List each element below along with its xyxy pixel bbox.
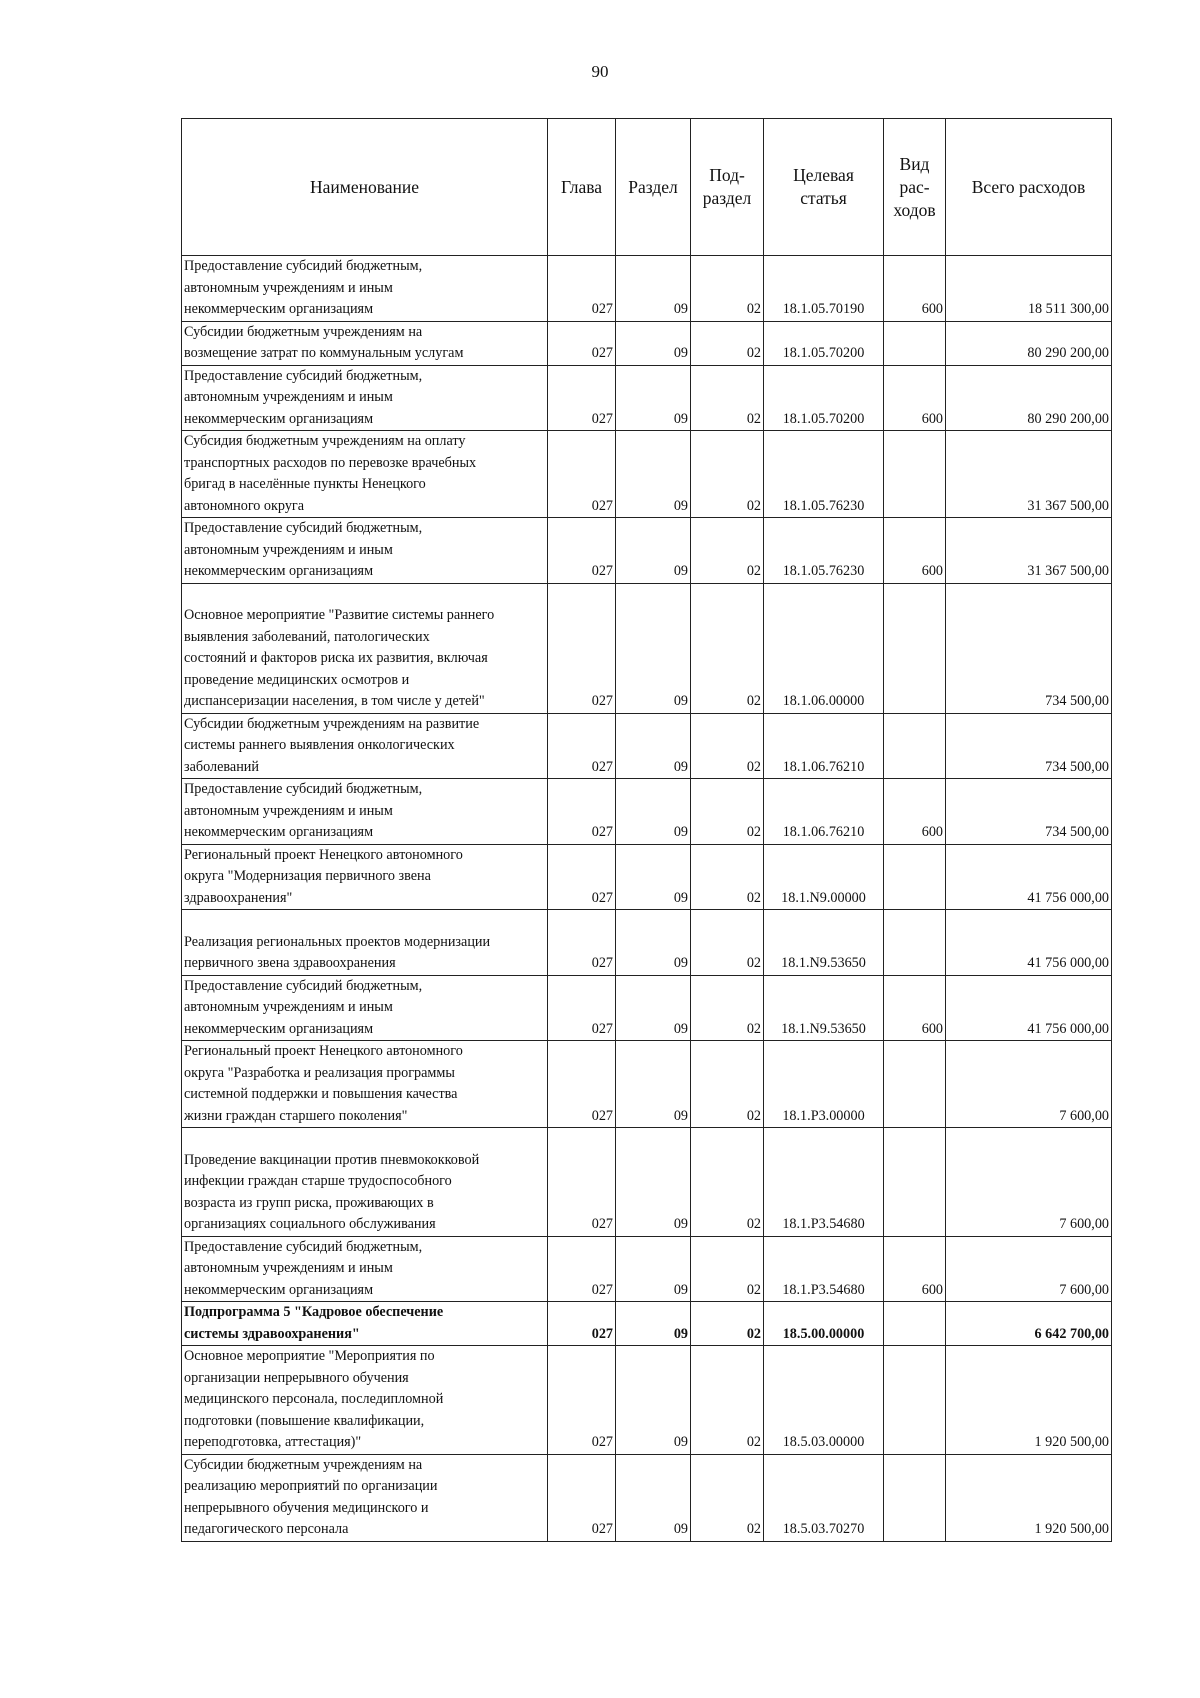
cell-name-line bbox=[184, 910, 545, 932]
cell-vid-rashodov bbox=[884, 431, 946, 518]
cell-name-line: Предоставление субсидий бюджетным, bbox=[184, 520, 423, 536]
table-row bbox=[182, 1041, 1112, 1128]
cell-glava: 027 bbox=[548, 713, 616, 779]
cell-total: 1 920 500,00 bbox=[946, 1454, 1112, 1541]
cell-name-line: возмещение затрат по коммунальным услугам bbox=[184, 345, 464, 361]
cell-vid-rashodov bbox=[884, 713, 946, 779]
table-row bbox=[182, 975, 1112, 1041]
cell-glava: 027 bbox=[548, 518, 616, 584]
table-row bbox=[182, 713, 1112, 779]
header-celevaya-statya: Целевая статья bbox=[764, 119, 884, 256]
cell-total: 18 511 300,00 bbox=[946, 256, 1112, 322]
cell-podrazdel: 02 bbox=[691, 321, 764, 365]
cell-name-line: Субсидии бюджетным учреждениям на bbox=[184, 323, 423, 340]
expenditure-table bbox=[181, 118, 1112, 1542]
cell-glava: 027 bbox=[548, 1236, 616, 1302]
cell-name-line: автономного округа bbox=[184, 497, 305, 514]
cell-name bbox=[182, 321, 548, 365]
cell-name-line: выявления заболеваний, патологических bbox=[184, 628, 430, 645]
cell-vid-rashodov bbox=[884, 1454, 946, 1541]
cell-name-line: системы здравоохранения" bbox=[184, 1325, 360, 1342]
cell-name-line: системной поддержки и повышения качества bbox=[184, 1086, 458, 1102]
cell-vid-rashodov bbox=[884, 321, 946, 365]
cell-glava: 027 bbox=[548, 844, 616, 910]
table-row bbox=[182, 1454, 1112, 1541]
cell-total: 7 600,00 bbox=[946, 1236, 1112, 1302]
cell-vid-rashodov bbox=[884, 583, 946, 713]
cell-podrazdel: 02 bbox=[691, 910, 764, 976]
cell-name-line: Предоставление субсидий бюджетным, bbox=[184, 367, 423, 384]
header-podrazdel: Под- раздел bbox=[691, 119, 764, 256]
cell-vid-rashodov bbox=[884, 1128, 946, 1237]
cell-razdel: 09 bbox=[616, 1454, 691, 1541]
cell-podrazdel: 02 bbox=[691, 1128, 764, 1237]
table-header-row bbox=[182, 119, 1112, 256]
table-row bbox=[182, 910, 1112, 976]
cell-celevaya-statya: 18.1.P3.54680 bbox=[764, 1236, 884, 1302]
cell-name-line: Реализация региональных проектов модернизации bbox=[184, 933, 491, 950]
cell-name bbox=[182, 1346, 548, 1455]
cell-name bbox=[182, 1302, 548, 1346]
cell-total: 41 756 000,00 bbox=[946, 975, 1112, 1041]
cell-total: 41 756 000,00 bbox=[946, 844, 1112, 910]
cell-name-line: бригад в населённые пункты Ненецкого bbox=[184, 476, 426, 492]
cell-razdel: 09 bbox=[616, 1346, 691, 1455]
cell-celevaya-statya: 18.1.N9.00000 bbox=[764, 844, 884, 910]
cell-glava: 027 bbox=[548, 1302, 616, 1346]
cell-name bbox=[182, 1128, 548, 1237]
cell-name-line: первичного звена здравоохранения bbox=[184, 955, 396, 971]
cell-vid-rashodov: 600 bbox=[884, 518, 946, 584]
cell-name-line: Основное мероприятие "Развитие системы раннего bbox=[184, 607, 495, 623]
cell-razdel: 09 bbox=[616, 256, 691, 322]
cell-name-line: автономным учреждениям и иным bbox=[184, 389, 393, 405]
cell-name bbox=[182, 1236, 548, 1302]
cell-vid-rashodov: 600 bbox=[884, 1236, 946, 1302]
cell-name-line: транспортных расходов по перевозке врачебных bbox=[184, 454, 477, 471]
cell-razdel: 09 bbox=[616, 844, 691, 910]
cell-razdel: 09 bbox=[616, 321, 691, 365]
cell-total: 1 920 500,00 bbox=[946, 1346, 1112, 1455]
cell-celevaya-statya: 18.1.P3.00000 bbox=[764, 1041, 884, 1128]
cell-name-line: автономным учреждениям и иным bbox=[184, 541, 393, 558]
cell-name-line: диспансеризации населения, в том числе у детей" bbox=[184, 693, 485, 709]
cell-name bbox=[182, 1041, 548, 1128]
cell-name-line: организациях социального обслуживания bbox=[184, 1216, 436, 1232]
cell-total: 31 367 500,00 bbox=[946, 518, 1112, 584]
table-row bbox=[182, 1236, 1112, 1302]
cell-vid-rashodov bbox=[884, 1041, 946, 1128]
cell-name-line: проведение медицинских осмотров и bbox=[184, 671, 410, 688]
cell-glava: 027 bbox=[548, 975, 616, 1041]
cell-name-line: системы раннего выявления онкологических bbox=[184, 737, 455, 753]
cell-name bbox=[182, 975, 548, 1041]
table-body bbox=[182, 256, 1112, 1542]
cell-glava: 027 bbox=[548, 910, 616, 976]
cell-name-line: жизни граждан старшего поколения" bbox=[184, 1107, 408, 1124]
cell-name-line: медицинского персонала, последипломной bbox=[184, 1391, 444, 1407]
cell-razdel: 09 bbox=[616, 1236, 691, 1302]
cell-podrazdel: 02 bbox=[691, 975, 764, 1041]
cell-name-line: автономным учреждениям и иным bbox=[184, 999, 393, 1015]
cell-name-line: автономным учреждениям и иным bbox=[184, 802, 393, 819]
cell-glava: 027 bbox=[548, 583, 616, 713]
cell-name bbox=[182, 583, 548, 713]
cell-vid-rashodov: 600 bbox=[884, 779, 946, 845]
cell-total: 734 500,00 bbox=[946, 713, 1112, 779]
cell-name-line: подготовки (повышение квалификации, bbox=[184, 1412, 425, 1429]
cell-name-line: некоммерческим организациям bbox=[184, 1020, 374, 1037]
header-vid-rashodov: Вид рас- ходов bbox=[884, 119, 946, 256]
cell-celevaya-statya: 18.5.00.00000 bbox=[764, 1302, 884, 1346]
cell-name bbox=[182, 365, 548, 431]
cell-celevaya-statya: 18.1.N9.53650 bbox=[764, 975, 884, 1041]
table-row bbox=[182, 518, 1112, 584]
cell-total: 734 500,00 bbox=[946, 583, 1112, 713]
cell-name bbox=[182, 1454, 548, 1541]
cell-name-line: возраста из групп риска, проживающих в bbox=[184, 1194, 434, 1211]
cell-glava: 027 bbox=[548, 1346, 616, 1455]
cell-razdel: 09 bbox=[616, 1128, 691, 1237]
table-row bbox=[182, 431, 1112, 518]
cell-vid-rashodov bbox=[884, 1346, 946, 1455]
cell-name-line bbox=[184, 584, 545, 606]
cell-name-line: округа "Разработка и реализация программы bbox=[184, 1064, 455, 1081]
cell-podrazdel: 02 bbox=[691, 431, 764, 518]
cell-celevaya-statya: 18.1.N9.53650 bbox=[764, 910, 884, 976]
cell-glava: 027 bbox=[548, 1454, 616, 1541]
cell-name-line: Региональный проект Ненецкого автономного bbox=[184, 1043, 463, 1059]
cell-podrazdel: 02 bbox=[691, 713, 764, 779]
cell-celevaya-statya: 18.1.P3.54680 bbox=[764, 1128, 884, 1237]
cell-total: 7 600,00 bbox=[946, 1041, 1112, 1128]
cell-name bbox=[182, 844, 548, 910]
cell-glava: 027 bbox=[548, 431, 616, 518]
table-row bbox=[182, 256, 1112, 322]
cell-name bbox=[182, 518, 548, 584]
cell-razdel: 09 bbox=[616, 1302, 691, 1346]
cell-name bbox=[182, 431, 548, 518]
cell-razdel: 09 bbox=[616, 910, 691, 976]
cell-glava: 027 bbox=[548, 321, 616, 365]
header-razdel: Раздел bbox=[616, 119, 691, 256]
cell-name-line: состояний и факторов риска их развития, включая bbox=[184, 650, 488, 666]
cell-total: 7 600,00 bbox=[946, 1128, 1112, 1237]
cell-total: 6 642 700,00 bbox=[946, 1302, 1112, 1346]
cell-celevaya-statya: 18.1.05.70200 bbox=[764, 365, 884, 431]
cell-celevaya-statya: 18.1.05.76230 bbox=[764, 431, 884, 518]
table-row bbox=[182, 583, 1112, 713]
table-row bbox=[182, 321, 1112, 365]
cell-name-line: некоммерческим организациям bbox=[184, 1281, 374, 1298]
cell-podrazdel: 02 bbox=[691, 365, 764, 431]
cell-name-line: реализацию мероприятий по организации bbox=[184, 1478, 438, 1494]
cell-vid-rashodov: 600 bbox=[884, 975, 946, 1041]
cell-glava: 027 bbox=[548, 365, 616, 431]
cell-name bbox=[182, 256, 548, 322]
cell-glava: 027 bbox=[548, 779, 616, 845]
cell-name-line: округа "Модернизация первичного звена bbox=[184, 868, 431, 884]
cell-celevaya-statya: 18.1.05.76230 bbox=[764, 518, 884, 584]
table-row bbox=[182, 1302, 1112, 1346]
cell-glava: 027 bbox=[548, 1041, 616, 1128]
header-name: Наименование bbox=[182, 119, 548, 256]
cell-total: 41 756 000,00 bbox=[946, 910, 1112, 976]
cell-podrazdel: 02 bbox=[691, 844, 764, 910]
table-row bbox=[182, 844, 1112, 910]
cell-razdel: 09 bbox=[616, 583, 691, 713]
header-glava: Глава bbox=[548, 119, 616, 256]
cell-podrazdel: 02 bbox=[691, 1041, 764, 1128]
cell-vid-rashodov: 600 bbox=[884, 256, 946, 322]
cell-name-line: Подпрограмма 5 "Кадровое обеспечение bbox=[184, 1304, 444, 1320]
cell-name-line: Субсидии бюджетным учреждениям на bbox=[184, 1456, 423, 1473]
cell-vid-rashodov: 600 bbox=[884, 365, 946, 431]
cell-glava: 027 bbox=[548, 256, 616, 322]
cell-name-line bbox=[184, 1128, 545, 1150]
cell-celevaya-statya: 18.1.06.00000 bbox=[764, 583, 884, 713]
cell-podrazdel: 02 bbox=[691, 256, 764, 322]
cell-razdel: 09 bbox=[616, 1041, 691, 1128]
cell-name-line: Предоставление субсидий бюджетным, bbox=[184, 1238, 423, 1255]
cell-razdel: 09 bbox=[616, 365, 691, 431]
cell-name-line: инфекции граждан старше трудоспособного bbox=[184, 1173, 452, 1189]
cell-name-line: непрерывного обучения медицинского и bbox=[184, 1499, 429, 1516]
cell-podrazdel: 02 bbox=[691, 1236, 764, 1302]
cell-razdel: 09 bbox=[616, 431, 691, 518]
cell-name-line: Субсидия бюджетным учреждениям на оплату bbox=[184, 433, 466, 449]
cell-total: 31 367 500,00 bbox=[946, 431, 1112, 518]
table-row bbox=[182, 365, 1112, 431]
cell-name-line: некоммерческим организациям bbox=[184, 563, 374, 579]
cell-vid-rashodov bbox=[884, 910, 946, 976]
cell-total: 734 500,00 bbox=[946, 779, 1112, 845]
cell-name-line: педагогического персонала bbox=[184, 1521, 349, 1537]
cell-podrazdel: 02 bbox=[691, 1346, 764, 1455]
cell-name-line: здравоохранения" bbox=[184, 889, 293, 906]
cell-podrazdel: 02 bbox=[691, 779, 764, 845]
cell-name-line: Проведение вакцинации против пневмококковой bbox=[184, 1151, 480, 1168]
cell-name-line: некоммерческим организациям bbox=[184, 301, 374, 317]
header-total: Всего расходов bbox=[946, 119, 1112, 256]
cell-razdel: 09 bbox=[616, 975, 691, 1041]
cell-name-line: автономным учреждениям и иным bbox=[184, 279, 393, 296]
cell-podrazdel: 02 bbox=[691, 518, 764, 584]
cell-podrazdel: 02 bbox=[691, 583, 764, 713]
cell-razdel: 09 bbox=[616, 518, 691, 584]
cell-name-line: Предоставление субсидий бюджетным, bbox=[184, 258, 423, 274]
cell-name bbox=[182, 779, 548, 845]
cell-name-line: Основное мероприятие "Мероприятия по bbox=[184, 1348, 435, 1364]
page-number: 90 bbox=[591, 62, 609, 81]
cell-name-line: Предоставление субсидий бюджетным, bbox=[184, 781, 423, 797]
cell-name-line: организации непрерывного обучения bbox=[184, 1369, 409, 1386]
cell-celevaya-statya: 18.1.06.76210 bbox=[764, 713, 884, 779]
cell-celevaya-statya: 18.5.03.70270 bbox=[764, 1454, 884, 1541]
cell-name-line: некоммерческим организациям bbox=[184, 824, 374, 840]
cell-name-line: автономным учреждениям и иным bbox=[184, 1260, 393, 1276]
cell-name bbox=[182, 713, 548, 779]
cell-name-line: Субсидии бюджетным учреждениям на развитие bbox=[184, 715, 480, 732]
cell-vid-rashodov bbox=[884, 1302, 946, 1346]
table-row bbox=[182, 779, 1112, 845]
cell-celevaya-statya: 18.1.05.70200 bbox=[764, 321, 884, 365]
cell-vid-rashodov bbox=[884, 844, 946, 910]
cell-name-line: Региональный проект Ненецкого автономного bbox=[184, 846, 463, 863]
cell-name-line: Предоставление субсидий бюджетным, bbox=[184, 977, 423, 994]
cell-podrazdel: 02 bbox=[691, 1454, 764, 1541]
cell-razdel: 09 bbox=[616, 713, 691, 779]
cell-celevaya-statya: 18.1.06.76210 bbox=[764, 779, 884, 845]
cell-celevaya-statya: 18.5.03.00000 bbox=[764, 1346, 884, 1455]
table-row bbox=[182, 1128, 1112, 1237]
cell-celevaya-statya: 18.1.05.70190 bbox=[764, 256, 884, 322]
cell-name-line: некоммерческим организациям bbox=[184, 410, 374, 427]
cell-name-line: переподготовка, аттестация)" bbox=[184, 1434, 362, 1450]
cell-name-line: заболеваний bbox=[184, 758, 259, 775]
cell-total: 80 290 200,00 bbox=[946, 365, 1112, 431]
table-row bbox=[182, 1346, 1112, 1455]
cell-name bbox=[182, 910, 548, 976]
cell-total: 80 290 200,00 bbox=[946, 321, 1112, 365]
cell-podrazdel: 02 bbox=[691, 1302, 764, 1346]
cell-glava: 027 bbox=[548, 1128, 616, 1237]
cell-razdel: 09 bbox=[616, 779, 691, 845]
